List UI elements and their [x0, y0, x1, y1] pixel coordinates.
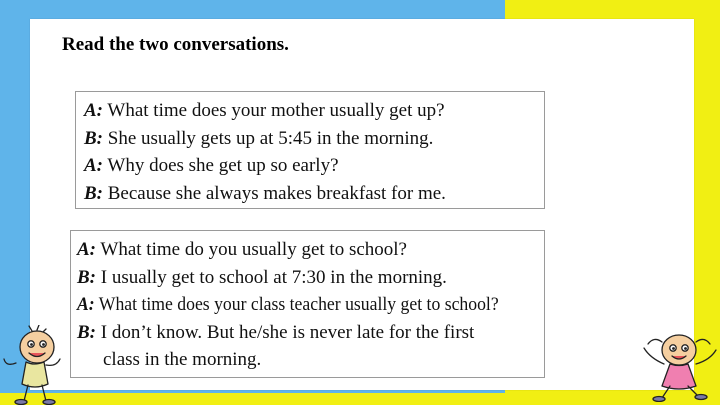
dialogue-text: What time do you usually get to school?	[96, 239, 407, 260]
speaker-label: B:	[84, 182, 103, 204]
cartoon-girl-icon	[640, 330, 720, 402]
dialogue-line	[77, 236, 544, 264]
dialogue-text: I usually get to school at 7:30 in the morning.	[96, 266, 447, 288]
dialogue-text: She usually gets up at 5:45 in the morning.	[103, 127, 434, 149]
dialogue-line	[84, 97, 544, 125]
speaker-label: A:	[77, 239, 96, 260]
dialogue-line	[84, 125, 544, 153]
speaker-label: A:	[84, 155, 103, 176]
dialogue-text: class in the morning.	[103, 349, 262, 370]
dialogue-line-continuation	[77, 346, 544, 374]
dialogue-line	[84, 180, 544, 208]
dialogue-text: Because she always makes breakfast for me.	[103, 182, 446, 204]
dialogue-line	[77, 319, 544, 347]
dialogue-line	[77, 291, 544, 319]
conversation-box-1	[75, 91, 545, 209]
speaker-label: B:	[77, 266, 96, 288]
condensed-line	[77, 291, 499, 319]
bottom-strip	[0, 393, 720, 405]
cartoon-boy-icon	[2, 325, 64, 405]
speaker-label: B:	[77, 321, 96, 343]
page-heading: Read the two conversations.	[62, 34, 289, 55]
dialogue-text: What time does your mother usually get up?	[103, 100, 445, 121]
dialogue-text: Why does she get up so early?	[103, 155, 339, 176]
conversation-box-2	[70, 230, 545, 378]
dialogue-line	[84, 152, 544, 180]
dialogue-line	[77, 264, 544, 292]
dialogue-text: What time does your class teacher usually get to school?	[94, 294, 499, 315]
speaker-label: A:	[77, 294, 95, 315]
speaker-label: A:	[84, 100, 103, 121]
speaker-label: B:	[84, 127, 103, 149]
dialogue-text: I don’t know. But he/she is never late for the first	[96, 321, 475, 343]
